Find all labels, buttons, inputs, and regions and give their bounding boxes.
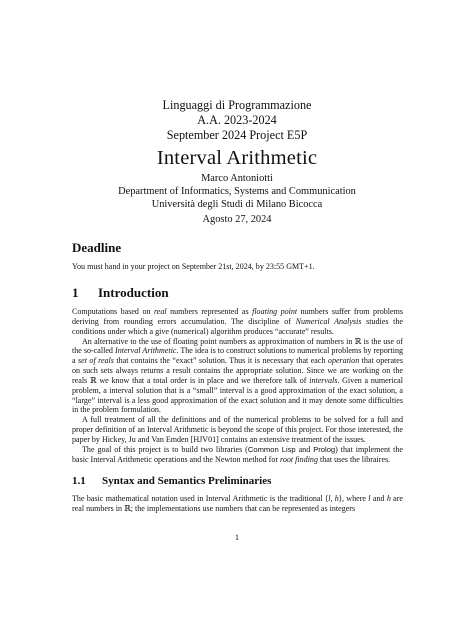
subsection-title: Syntax and Semantics Preliminaries bbox=[102, 475, 272, 487]
paragraph: An alternative to the use of floating point numbers as approximation of numbers in ℝ is the use of the so-called Interval Arithmetic. The idea is to construct solutions to numerical problems by reporting a set of reals that contains the “exact” solution. Thus it is necessary that each operation that operates on such sets always returns a result contains the appropriate solution. Since we are working on the reals ℝ we know that a total order is in place and we therefore talk of intervals. Given a numerical problem, a interval solution that is a “small” interval is a good approximation of the exact solution, a “large” interval is a less good approximation of the exact solution and it may denote some difficulties in the problem formulation. bbox=[72, 336, 403, 415]
paragraph: Computations based on real numbers represented as floating point numbers suffer from problems deriving from rounding errors accumulation. The discipline of Numerical Analysis studies the conditions under which a give (numerical) algorithm produces “accurate” results. bbox=[72, 307, 403, 336]
author-block bbox=[0, 172, 474, 211]
paragraph: The basic mathematical notation used in Interval Arithmetic is the traditional ⟨l, h⟩, where l and h are real numbers in ℝ; the implementations use numbers that can be represented as integers bbox=[72, 494, 403, 513]
academic-year: A.A. 2023-2024 bbox=[197, 113, 277, 127]
section-heading-introduction bbox=[72, 285, 169, 301]
paragraph: A full treatment of all the definitions and of the numerical problems to be solved for a full and proper definition of an Interval Arithmetic is beyond the scope of this project. For those interested, the paper by Hickey, Ju and Van Emden [HJV01] contains an extensive treatment of the issues. bbox=[72, 415, 403, 444]
course-name: Linguaggi di Programmazione bbox=[162, 98, 312, 112]
introduction-body bbox=[72, 307, 403, 465]
deadline-text: You must hand in your project on September 21st, 2024, by 23:55 GMT+1. bbox=[72, 262, 315, 271]
section-heading-deadline: Deadline bbox=[72, 240, 122, 255]
author-department: Department of Informatics, Systems and Communication bbox=[118, 186, 356, 197]
paragraph: The goal of this project is to build two libraries (Common Lisp and Prolog) that implement the basic Interval Arithmetic operations and the Newton method for root finding that uses the libraires. bbox=[72, 444, 403, 464]
subsection-number: 1.1 bbox=[72, 475, 86, 487]
section-number: 1 bbox=[72, 285, 79, 300]
title-block bbox=[0, 98, 474, 171]
syntax-body bbox=[72, 494, 403, 514]
author-name: Marco Antoniotti bbox=[201, 173, 273, 184]
project-name: September 2024 Project E5P bbox=[166, 128, 308, 142]
document-date: Agosto 27, 2024 bbox=[202, 214, 272, 225]
author-university: Università degli Studi di Milano Bicocca bbox=[151, 199, 323, 210]
section-title: Introduction bbox=[98, 285, 169, 300]
document-title: Interval Arithmetic bbox=[156, 147, 318, 169]
page-number: 1 bbox=[234, 532, 240, 542]
subsection-heading-syntax bbox=[72, 475, 271, 487]
